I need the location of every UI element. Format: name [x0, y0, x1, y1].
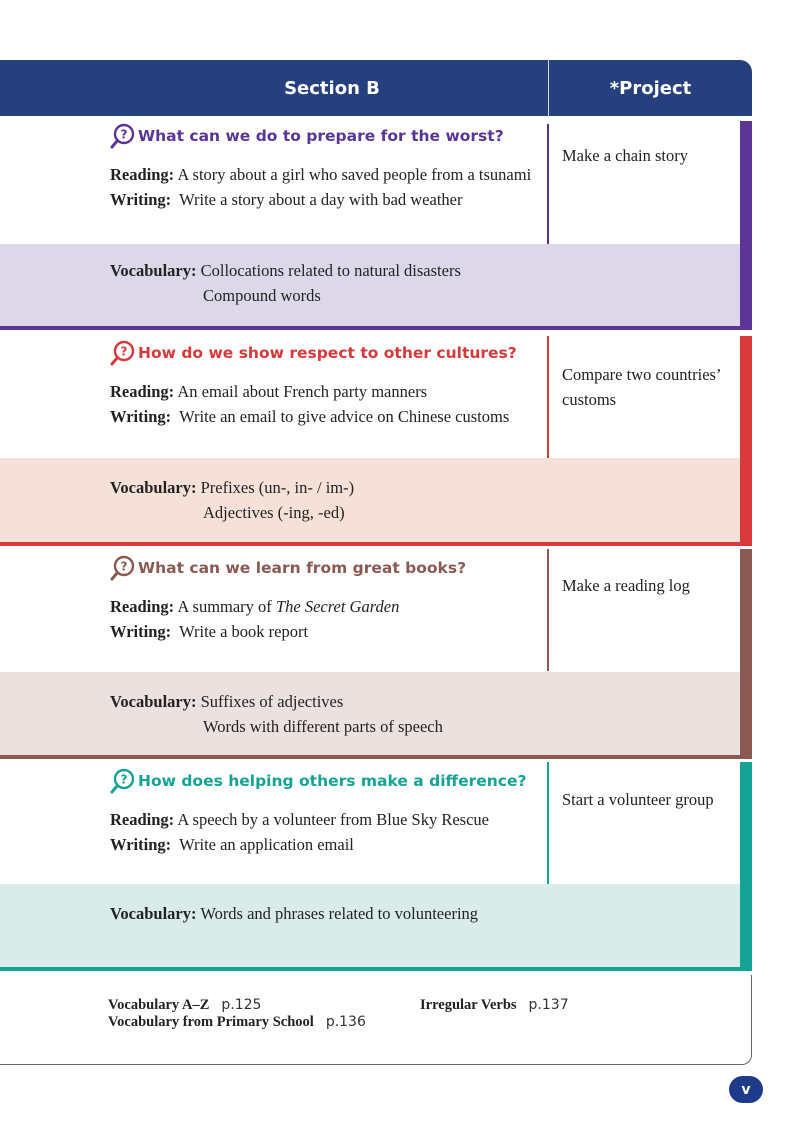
question-magnifier-icon — [110, 555, 136, 581]
unit-color-bar — [740, 762, 752, 971]
unit-3-question — [110, 555, 466, 581]
question-text: What can we learn from great books? — [138, 559, 467, 577]
project-text: Make a chain story — [562, 146, 688, 165]
footer-page-ref: p.136 — [325, 1014, 366, 1030]
column-divider — [547, 549, 549, 671]
unit-bottom-rule — [0, 755, 752, 759]
vocab-band — [0, 884, 740, 967]
footer-irregular-verbs — [420, 997, 569, 1014]
project-text: Compare two countries’ customs — [562, 365, 721, 409]
footer-link-label: Vocabulary A–Z — [108, 997, 210, 1013]
reading-label: Reading: — [110, 382, 175, 401]
writing-text: Write an email to give advice on Chinese customs — [179, 407, 510, 426]
svg-text:?: ? — [120, 559, 128, 574]
reading-label: Reading: — [110, 810, 175, 829]
project-text: Start a volunteer group — [562, 790, 714, 809]
question-magnifier-icon — [110, 340, 136, 366]
section-b-heading: Section B — [284, 77, 380, 99]
svg-text:?: ? — [120, 772, 128, 787]
vocab-label: Vocabulary: — [110, 478, 197, 497]
unit-1-question — [110, 123, 504, 149]
table-header — [0, 60, 752, 116]
footer-vocab-az — [108, 997, 261, 1014]
reading-line — [110, 165, 531, 185]
vocab-item: Words and phrases related to volunteering — [200, 904, 479, 923]
question-text: How do we show respect to other cultures? — [138, 344, 517, 362]
question-text: How does helping others make a difference? — [138, 772, 527, 790]
page-number-badge: v — [729, 1076, 763, 1103]
reading-text: An email about French party manners — [177, 382, 428, 401]
vocab-item: Collocations related to natural disasters — [200, 261, 461, 280]
question-magnifier-icon — [110, 768, 136, 794]
unit-2-question — [110, 340, 517, 366]
writing-line — [110, 190, 462, 210]
writing-label: Writing: — [110, 190, 172, 209]
svg-text:?: ? — [120, 344, 128, 359]
reading-line — [110, 810, 489, 830]
footer-link-label: Irregular Verbs — [420, 997, 517, 1013]
vocab-item: Suffixes of adjectives — [200, 692, 344, 711]
book-title: The Secret Garden — [275, 597, 400, 616]
writing-line — [110, 835, 354, 855]
vocab-band — [0, 672, 740, 755]
column-divider — [547, 124, 549, 244]
writing-text: Write an application email — [179, 835, 354, 854]
reading-text: A speech by a volunteer from Blue Sky Rescue — [177, 810, 489, 829]
vocab-label: Vocabulary: — [110, 904, 197, 923]
project-heading: *Project — [609, 77, 692, 99]
column-divider — [547, 762, 549, 884]
reading-line — [110, 382, 427, 402]
writing-label: Writing: — [110, 835, 172, 854]
writing-label: Writing: — [110, 622, 172, 641]
vocab-item: Words with different parts of speech — [203, 717, 443, 736]
vocab-item: Compound words — [203, 286, 321, 305]
unit-color-bar — [740, 121, 752, 330]
project-text: Make a reading log — [562, 576, 690, 595]
writing-text: Write a book report — [179, 622, 309, 641]
vocab-band — [0, 244, 740, 327]
vocab-label: Vocabulary: — [110, 692, 197, 711]
vocab-item: Adjectives (-ing, -ed) — [203, 503, 345, 522]
question-magnifier-icon — [110, 123, 136, 149]
writing-label: Writing: — [110, 407, 172, 426]
footer-page-ref: p.125 — [221, 997, 262, 1013]
footer-page-ref: p.137 — [528, 997, 569, 1013]
writing-line — [110, 622, 308, 642]
reading-label: Reading: — [110, 165, 175, 184]
footer-vocab-primary — [108, 1014, 366, 1031]
unit-bottom-rule — [0, 326, 752, 330]
reading-text: A story about a girl who saved people from a tsunami — [177, 165, 532, 184]
vocab-line — [110, 261, 461, 281]
unit-4-question — [110, 768, 527, 794]
question-text: What can we do to prepare for the worst? — [138, 127, 504, 145]
vocab-band — [0, 458, 740, 542]
vocab-line — [110, 904, 478, 924]
reading-label: Reading: — [110, 597, 175, 616]
reading-text-prefix: A summary of — [177, 597, 276, 616]
column-divider — [547, 336, 549, 458]
unit-color-bar — [740, 549, 752, 758]
vocab-line — [110, 478, 354, 498]
unit-bottom-rule — [0, 967, 752, 971]
reading-line — [110, 597, 399, 617]
writing-text: Write a story about a day with bad weather — [179, 190, 463, 209]
footer-link-label: Vocabulary from Primary School — [108, 1014, 314, 1030]
vocab-item: Prefixes (un-, in- / im-) — [200, 478, 355, 497]
writing-line — [110, 407, 509, 427]
svg-text:?: ? — [120, 127, 128, 142]
unit-color-bar — [740, 336, 752, 546]
unit-bottom-rule — [0, 542, 752, 546]
vocab-label: Vocabulary: — [110, 261, 197, 280]
vocab-line — [110, 692, 343, 712]
